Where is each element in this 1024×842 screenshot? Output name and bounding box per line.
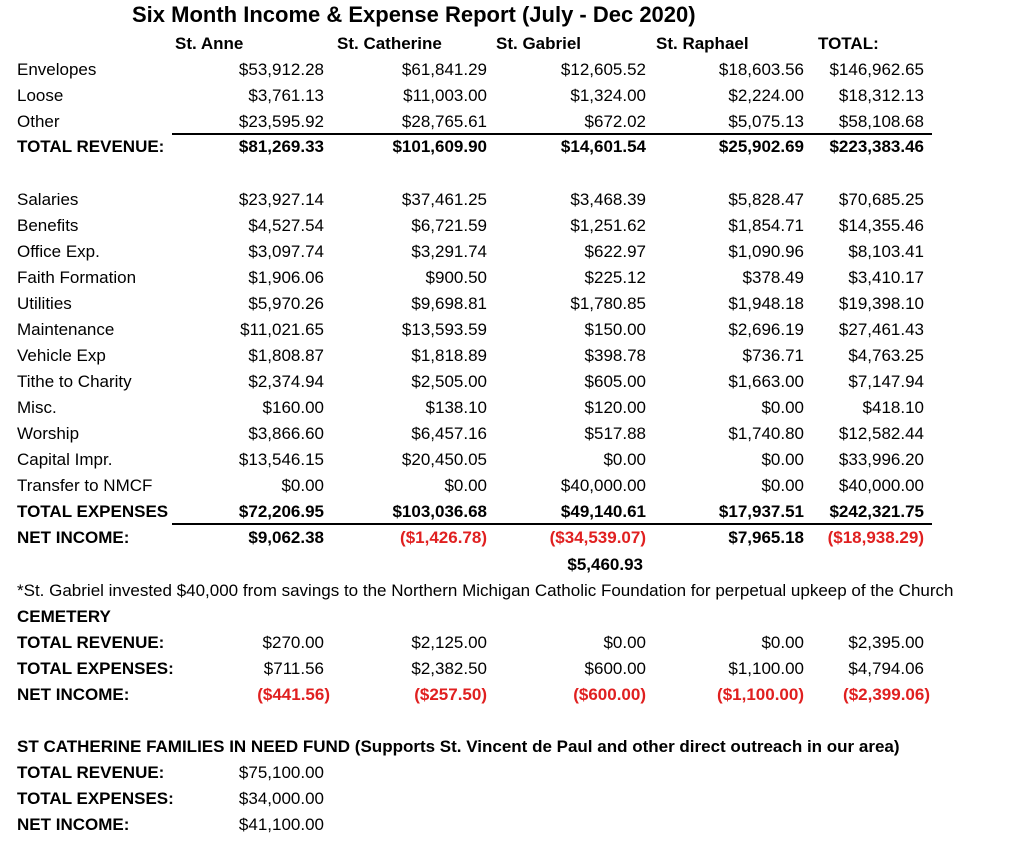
cell-st-raphael: $17,937.51 bbox=[718, 502, 804, 521]
row-label: Office Exp. bbox=[17, 242, 100, 261]
gabriel-adjusted-row bbox=[0, 555, 1024, 581]
cell-st-raphael: $0.00 bbox=[761, 476, 804, 495]
cell-st-anne: $81,269.33 bbox=[238, 137, 324, 156]
cell-st-anne: $3,097.74 bbox=[248, 242, 324, 261]
cell-st-gabriel: $398.78 bbox=[584, 346, 646, 365]
cell-st-anne: $23,595.92 bbox=[238, 112, 324, 131]
cell-total: $2,395.00 bbox=[848, 633, 924, 652]
revenue-row-loose bbox=[0, 86, 1024, 112]
cell-st-gabriel: $3,468.39 bbox=[570, 190, 646, 209]
cell-st-raphael: $2,224.00 bbox=[728, 86, 804, 105]
expense-row-salaries bbox=[0, 190, 1024, 216]
cell-st-raphael: $1,090.96 bbox=[728, 242, 804, 261]
cell-st-raphael: $736.71 bbox=[742, 346, 804, 365]
row-label: TOTAL EXPENSES: bbox=[17, 659, 174, 678]
expense-row-office bbox=[0, 242, 1024, 268]
col-header-st-catherine: St. Catherine bbox=[337, 34, 442, 53]
cell-st-gabriel: $1,780.85 bbox=[570, 294, 646, 313]
cell-st-catherine: $101,609.90 bbox=[392, 137, 487, 156]
cell-total: $27,461.43 bbox=[838, 320, 924, 339]
row-label: Loose bbox=[17, 86, 64, 105]
cell-st-gabriel: $622.97 bbox=[584, 242, 646, 261]
cell-st-catherine: $138.10 bbox=[425, 398, 487, 417]
cell-st-raphael: $1,854.71 bbox=[728, 216, 804, 235]
cell-st-raphael: $25,902.69 bbox=[718, 137, 804, 156]
row-label: TOTAL EXPENSES: bbox=[17, 789, 174, 808]
report-title: Six Month Income & Expense Report (July - Dec 2020) bbox=[132, 2, 696, 27]
cell-st-raphael: $7,965.18 bbox=[728, 528, 804, 547]
cell-value: $75,100.00 bbox=[238, 763, 324, 782]
cell-st-raphael: $1,100.00 bbox=[728, 659, 804, 678]
cell-st-anne: $1,808.87 bbox=[248, 346, 324, 365]
row-label: Salaries bbox=[17, 190, 79, 209]
expense-row-benefits bbox=[0, 216, 1024, 242]
cell-st-raphael: ($1,100.00) bbox=[717, 685, 804, 704]
cell-st-raphael: $2,696.19 bbox=[728, 320, 804, 339]
row-label: Benefits bbox=[17, 216, 79, 235]
cell-st-catherine: $0.00 bbox=[444, 476, 487, 495]
net-income-row bbox=[0, 528, 1024, 554]
row-label: TOTAL REVENUE: bbox=[17, 763, 165, 782]
families-fund-heading: ST CATHERINE FAMILIES IN NEED FUND (Supports St. Vincent de Paul and other direct outreach in our area) bbox=[17, 737, 900, 756]
row-label: Maintenance bbox=[17, 320, 115, 339]
cell-total: $3,410.17 bbox=[848, 268, 924, 287]
cell-st-gabriel: ($600.00) bbox=[573, 685, 646, 704]
row-label: Capital Impr. bbox=[17, 450, 113, 469]
expense-row-tithe bbox=[0, 372, 1024, 398]
cell-st-catherine: $6,457.16 bbox=[411, 424, 487, 443]
cell-st-catherine: $13,593.59 bbox=[401, 320, 487, 339]
cell-st-anne: $13,546.15 bbox=[238, 450, 324, 469]
cell-st-gabriel: ($34,539.07) bbox=[549, 528, 646, 547]
cell-value: $34,000.00 bbox=[238, 789, 324, 808]
cell-st-anne: $2,374.94 bbox=[248, 372, 324, 391]
cemetery-net-income-row bbox=[0, 685, 1024, 711]
cell-total: $223,383.46 bbox=[829, 137, 924, 156]
cell-total: $8,103.41 bbox=[848, 242, 924, 261]
row-label: Worship bbox=[17, 424, 80, 443]
fund-revenue-row bbox=[0, 763, 1024, 789]
cell-st-gabriel: $672.02 bbox=[584, 112, 646, 131]
cell-st-anne: $1,906.06 bbox=[248, 268, 324, 287]
cell-st-gabriel: $225.12 bbox=[584, 268, 646, 287]
cell-st-anne: $23,927.14 bbox=[238, 190, 324, 209]
col-header-st-anne: St. Anne bbox=[175, 34, 244, 53]
cemetery-expenses-row bbox=[0, 659, 1024, 685]
expense-row-utilities bbox=[0, 294, 1024, 320]
cell-st-anne: $0.00 bbox=[281, 476, 324, 495]
cell-st-gabriel: $605.00 bbox=[584, 372, 646, 391]
cell-st-catherine: $11,003.00 bbox=[403, 86, 487, 105]
cell-st-gabriel: $0.00 bbox=[603, 450, 646, 469]
cell-st-catherine: $2,505.00 bbox=[411, 372, 487, 391]
cell-st-anne: $160.00 bbox=[262, 398, 324, 417]
cell-st-anne: $72,206.95 bbox=[238, 502, 324, 521]
cell-st-gabriel: $517.88 bbox=[584, 424, 646, 443]
expense-row-misc bbox=[0, 398, 1024, 424]
cell-st-anne: $5,970.26 bbox=[248, 294, 324, 313]
row-label: Faith Formation bbox=[17, 268, 137, 287]
expense-row-worship bbox=[0, 424, 1024, 450]
col-header-st-gabriel: St. Gabriel bbox=[496, 34, 582, 53]
row-label: TOTAL EXPENSES bbox=[17, 502, 169, 521]
cell-total: $18,312.13 bbox=[838, 86, 924, 105]
expense-row-transfer-nmcf bbox=[0, 476, 1024, 502]
cell-st-anne: $270.00 bbox=[262, 633, 324, 652]
cell-st-raphael: $1,948.18 bbox=[728, 294, 804, 313]
cell-total: $146,962.65 bbox=[829, 60, 924, 79]
cell-st-catherine: $61,841.29 bbox=[401, 60, 487, 79]
cell-st-catherine: $9,698.81 bbox=[411, 294, 487, 313]
row-label: NET INCOME: bbox=[17, 528, 130, 547]
cell-st-raphael: $1,740.80 bbox=[728, 424, 804, 443]
cell-st-catherine: ($257.50) bbox=[414, 685, 487, 704]
row-label: Vehicle Exp bbox=[17, 346, 106, 365]
cemetery-heading: CEMETERY bbox=[17, 607, 111, 626]
cell-total: $40,000.00 bbox=[838, 476, 924, 495]
cell-total: $33,996.20 bbox=[838, 450, 924, 469]
cell-total: $242,321.75 bbox=[829, 502, 924, 521]
row-label: Transfer to NMCF bbox=[17, 476, 153, 495]
cell-st-raphael: $0.00 bbox=[761, 450, 804, 469]
row-label: Tithe to Charity bbox=[17, 372, 132, 391]
cell-st-gabriel: $0.00 bbox=[603, 633, 646, 652]
cell-total: $12,582.44 bbox=[838, 424, 924, 443]
cell-st-raphael: $378.49 bbox=[742, 268, 804, 287]
cell-total: ($18,938.29) bbox=[827, 528, 924, 547]
cell-st-anne: $711.56 bbox=[263, 659, 324, 678]
cell-total: $4,794.06 bbox=[848, 659, 924, 678]
cell-st-anne: $3,761.13 bbox=[248, 86, 324, 105]
col-header-st-raphael: St. Raphael bbox=[656, 34, 749, 53]
cell-total: $14,355.46 bbox=[838, 216, 924, 235]
cell-st-raphael: $18,603.56 bbox=[718, 60, 804, 79]
col-header-total: TOTAL: bbox=[818, 34, 879, 53]
cell-st-gabriel: $14,601.54 bbox=[560, 137, 646, 156]
fund-net-income-row bbox=[0, 815, 1024, 841]
cell-st-raphael: $0.00 bbox=[761, 633, 804, 652]
gabriel-adjusted-value: $5,460.93 bbox=[567, 555, 643, 574]
cell-value: $41,100.00 bbox=[238, 815, 324, 834]
cell-st-catherine: $20,450.05 bbox=[401, 450, 487, 469]
cell-st-catherine: $28,765.61 bbox=[401, 112, 487, 131]
row-label: TOTAL REVENUE: bbox=[17, 633, 165, 652]
cell-st-catherine: $3,291.74 bbox=[411, 242, 487, 261]
cell-st-anne: $4,527.54 bbox=[248, 216, 324, 235]
cell-st-catherine: $2,125.00 bbox=[411, 633, 487, 652]
cell-st-catherine: ($1,426.78) bbox=[400, 528, 487, 547]
cell-st-gabriel: $49,140.61 bbox=[560, 502, 646, 521]
cell-total: $70,685.25 bbox=[838, 190, 924, 209]
cell-total: ($2,399.06) bbox=[843, 685, 930, 704]
cell-total: $58,108.68 bbox=[838, 112, 924, 131]
cell-st-anne: $3,866.60 bbox=[248, 424, 324, 443]
cell-total: $7,147.94 bbox=[848, 372, 924, 391]
cell-st-anne: $11,021.65 bbox=[240, 320, 324, 339]
cell-st-raphael: $5,075.13 bbox=[728, 112, 804, 131]
row-label: NET INCOME: bbox=[17, 685, 130, 704]
revenue-row-envelopes bbox=[0, 60, 1024, 86]
cell-st-catherine: $900.50 bbox=[425, 268, 487, 287]
total-revenue-row bbox=[0, 137, 1024, 163]
cell-st-gabriel: $120.00 bbox=[584, 398, 646, 417]
row-label: NET INCOME: bbox=[17, 815, 130, 834]
cemetery-revenue-row bbox=[0, 633, 1024, 659]
cell-st-gabriel: $150.00 bbox=[584, 320, 646, 339]
cell-st-gabriel: $12,605.52 bbox=[560, 60, 646, 79]
row-label: Utilities bbox=[17, 294, 72, 313]
row-label: TOTAL REVENUE: bbox=[17, 137, 165, 156]
cell-st-catherine: $6,721.59 bbox=[411, 216, 487, 235]
row-label: Envelopes bbox=[17, 60, 97, 79]
cell-total: $418.10 bbox=[862, 398, 924, 417]
cell-st-catherine: $1,818.89 bbox=[411, 346, 487, 365]
expense-row-faith-formation bbox=[0, 268, 1024, 294]
cell-total: $19,398.10 bbox=[838, 294, 924, 313]
revenue-total-rule bbox=[172, 133, 932, 135]
expense-row-maintenance bbox=[0, 320, 1024, 346]
cell-st-catherine: $103,036.68 bbox=[392, 502, 487, 521]
cell-st-catherine: $37,461.25 bbox=[401, 190, 487, 209]
cell-st-anne: $9,062.38 bbox=[248, 528, 324, 547]
fund-expenses-row bbox=[0, 789, 1024, 815]
expense-row-capital bbox=[0, 450, 1024, 476]
expense-row-vehicle bbox=[0, 346, 1024, 372]
cell-st-anne: $53,912.28 bbox=[238, 60, 324, 79]
cell-st-gabriel: $40,000.00 bbox=[560, 476, 646, 495]
cell-st-raphael: $0.00 bbox=[761, 398, 804, 417]
cell-st-gabriel: $600.00 bbox=[584, 659, 646, 678]
row-label: Misc. bbox=[17, 398, 57, 417]
cell-st-gabriel: $1,251.62 bbox=[570, 216, 646, 235]
cell-st-raphael: $1,663.00 bbox=[728, 372, 804, 391]
footnote: *St. Gabriel invested $40,000 from savings to the Northern Michigan Catholic Foundation for perpetual upkeep of the Church bbox=[17, 581, 954, 600]
row-label: Other bbox=[17, 112, 60, 131]
expenses-total-rule bbox=[172, 523, 932, 525]
cell-st-gabriel: $1,324.00 bbox=[570, 86, 646, 105]
cell-total: $4,763.25 bbox=[848, 346, 924, 365]
cell-st-anne: ($441.56) bbox=[257, 685, 330, 704]
cell-st-raphael: $5,828.47 bbox=[728, 190, 804, 209]
cell-st-catherine: $2,382.50 bbox=[411, 659, 487, 678]
